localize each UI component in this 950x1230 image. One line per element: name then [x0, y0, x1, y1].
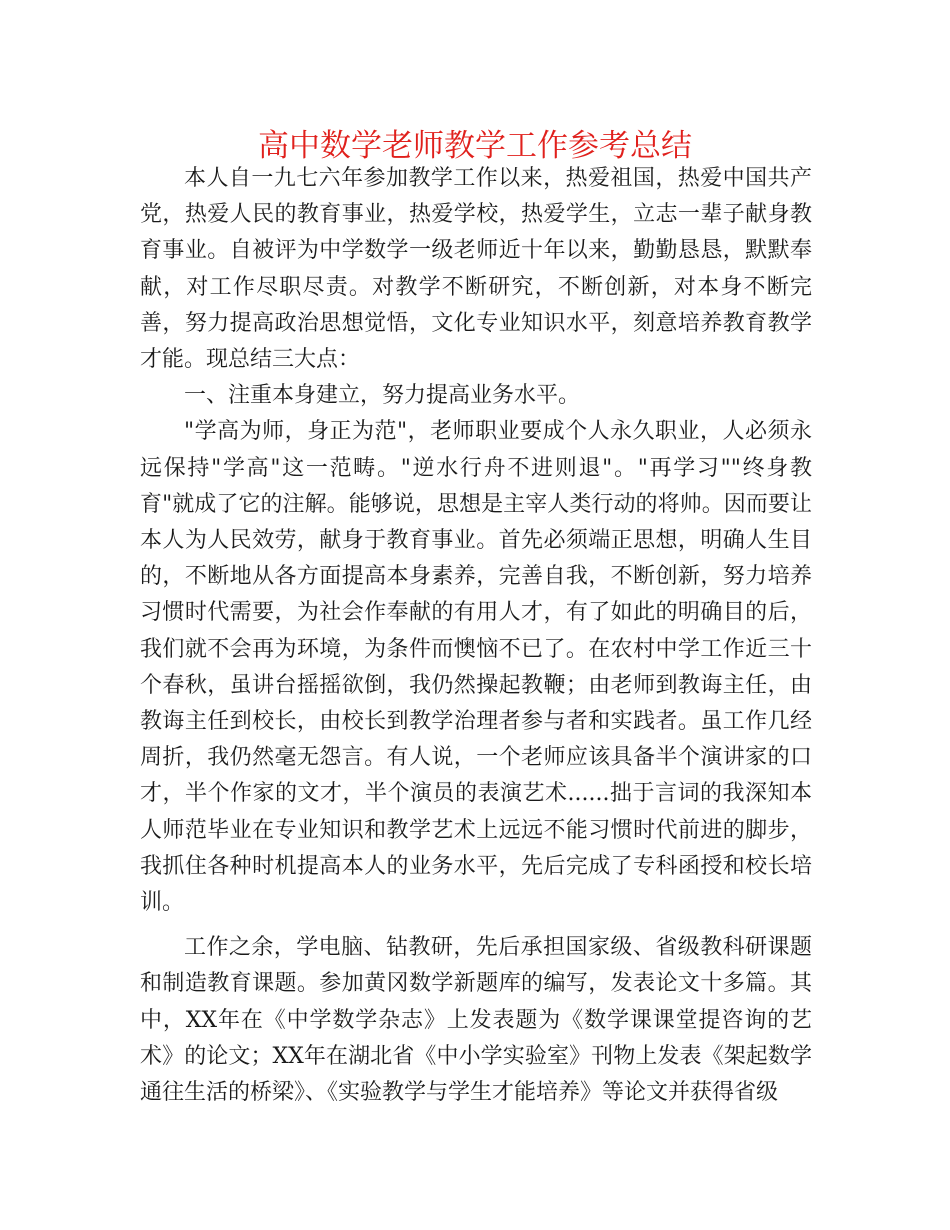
document-title: 高中数学老师教学工作参考总结	[258, 128, 692, 164]
paragraph-research-work: 工作之余，学电脑、钻教研，先后承担国家级、省级教科研课题和制造教育课题。参加黄冈数学新题库的编写，发表论文十多篇。其中，XX年在《中学数学杂志》上发表题为《数学课课堂提咨询的艺术》的论文；XX年在湖北省《中小学实验室》刊物上发表《架起数学通往生活的桥梁》、《实验教学与学生才能培养》等论文并获得省级	[140, 935, 812, 1106]
paragraph-section-heading: 一、注重本身建立，努力提高业务水平。	[184, 383, 581, 409]
paragraph-self-development: "学高为师，身正为范"，老师职业要成个人永久职业，人必须永远保持"学高"这一范畴。"逆水行舟不进则退"。"再学习""终身教育"就成了它的注解。能够说，思想是主宰人类行动的将帅。因而要让本人为人民效劳，献身于教育事业。首先必须端正思想，明确人生目的，不断地从各方面提高本身素养，完善自我，不断创新，努力培养习惯时代需要，为社会作奉献的有用人才，有了如此的明确目的后，我们就不会再为环境，为条件而懊恼不已了。在农村中学工作近三十个春秋，虽讲台摇摇欲倒，我仍然操起教鞭；由老师到教诲主任，由教诲主任到校长，由校长到教学治理者参与者和实践者。虽工作几经周折，我仍然毫无怨言。有人说，一个老师应该具备半个演讲家的口才，半个作家的文才，半个演员的表演艺术......拙于言词的我深知本人师范毕业在专业知识和教学艺术上远远不能习惯时代前进的脚步，我抓住各种时机提高本人的业务水平，先后完成了专科函授和校长培训。	[140, 419, 812, 916]
document-body	[140, 161, 812, 1111]
paragraph-intro: 本人自一九七六年参加教学工作以来，热爱祖国，热爱中国共产党，热爱人民的教育事业，热爱学校，热爱学生，立志一辈子献身教育事业。自被评为中学数学一级老师近十年以来，勤勤恳恳，默默奉献，对工作尽职尽责。对教学不断研究，不断创新，对本身不断完善，努力提高政治思想觉悟，文化专业知识水平，刻意培养教育教学才能。现总结三大点：	[140, 166, 812, 373]
